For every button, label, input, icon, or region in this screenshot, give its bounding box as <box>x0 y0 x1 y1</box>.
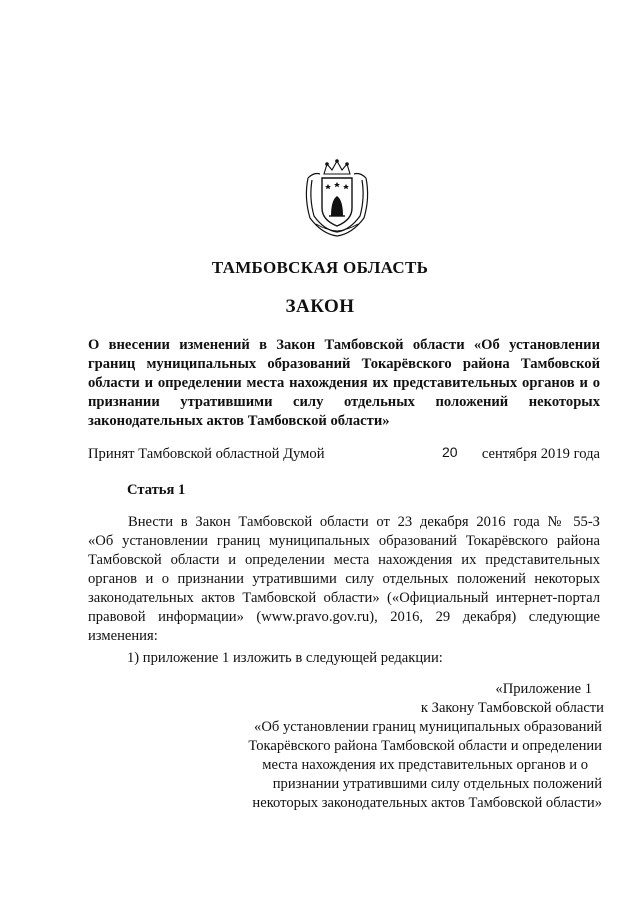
subject-line: границ муниципальных образований Токарёвского района Тамбовской <box>88 356 600 372</box>
article-item-1: 1) приложение 1 изложить в следующей редакции: <box>127 650 443 666</box>
body-line: Тамбовской области и определении места нахождения их представительных <box>88 552 600 568</box>
article-heading: Статья 1 <box>127 482 186 498</box>
law-subject-heading <box>88 336 600 431</box>
subject-line: законодательных актов Тамбовской области» <box>88 413 390 429</box>
subject-line: О внесении изменений в Закон Тамбовской области «Об установлении <box>88 337 600 353</box>
adoption-day: 20 <box>442 444 458 460</box>
appendix-line: к Закону Тамбовской области <box>420 700 604 716</box>
article-body <box>88 513 600 646</box>
coat-of-arms-icon <box>294 158 380 238</box>
adoption-month-year: сентября 2019 года <box>481 446 600 462</box>
body-line: правовой информации» (www.pravo.gov.ru), 2016, 29 декабря) следующие <box>88 609 600 625</box>
document-type-title: ЗАКОН <box>285 296 355 317</box>
body-line: органов и о признании утратившими силу отдельных положений некоторых <box>88 571 600 587</box>
appendix-header <box>184 680 604 813</box>
adopted-by-text: Принят Тамбовской областной Думой <box>88 446 325 462</box>
appendix-line: «Приложение 1 <box>495 681 592 697</box>
body-line: Внести в Закон Тамбовской области от 23 декабря 2016 года № 55-З <box>128 514 600 530</box>
body-line: законодательных актов Тамбовской области» («Официальный интернет-портал <box>88 590 600 606</box>
appendix-line: места нахождения их представительных органов и о <box>262 757 588 773</box>
appendix-line: признании утратившими силу отдельных положений <box>272 776 602 792</box>
appendix-line: «Об установлении границ муниципальных образований <box>254 719 602 735</box>
appendix-line: Токарёвского района Тамбовской области и определении <box>248 738 602 754</box>
body-line: «Об установлении границ муниципальных образований Токарёвского района <box>88 533 600 549</box>
body-line: изменения: <box>88 628 158 644</box>
appendix-line: некоторых законодательных актов Тамбовской области» <box>252 795 602 811</box>
adoption-line <box>88 446 600 466</box>
region-title: ТАМБОВСКАЯ ОБЛАСТЬ <box>211 258 429 277</box>
subject-line: области и определении места нахождения их представительных органов и о <box>88 375 600 391</box>
coat-of-arms-emblem <box>294 158 380 238</box>
subject-line: признании утратившими силу отдельных положений некоторых <box>88 394 600 410</box>
